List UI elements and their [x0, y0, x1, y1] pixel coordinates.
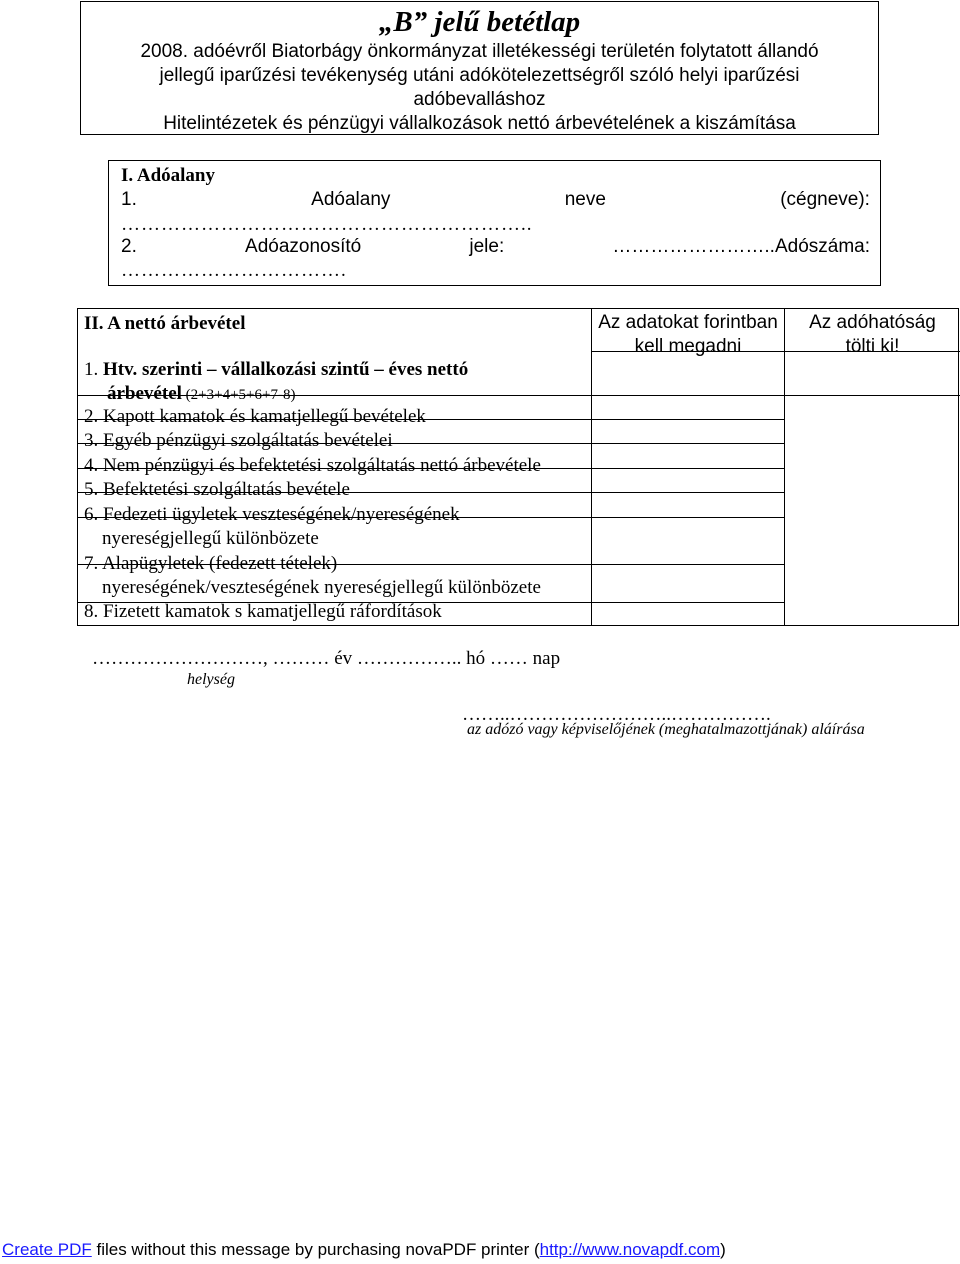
date-place-line[interactable]: ………………………, ……… év …………….. hó …… nap: [92, 648, 561, 669]
form-subtitle-line: jellegű iparűzési tevékenység utáni adókötelezettségről szóló helyi iparűzési: [159, 65, 800, 86]
revenue-row-4-input[interactable]: [592, 444, 784, 468]
net-revenue-heading-text: II. A nettó árbevétel: [84, 313, 246, 334]
row-1-bold-text: Htv. szerinti – vállalkozási szintű – éves nettó: [103, 359, 469, 380]
taxpayer-id-row: [121, 236, 870, 258]
forint-header-line: kell megadni: [634, 336, 742, 357]
revenue-row-8-label: 8. Fizetett kamatok s kamatjellegű ráfordítások: [84, 601, 442, 622]
form-subtitle-line: adóbevalláshoz: [413, 89, 546, 110]
taxpayer-name-label-end: (cégneve):: [780, 189, 870, 210]
revenue-row-4-label: 4. Nem pénzügyi és befektetési szolgáltatás nettó árbevétele: [84, 455, 541, 476]
revenue-row-2-input[interactable]: [592, 396, 784, 419]
revenue-row-6-input[interactable]: [592, 493, 784, 517]
revenue-row-1-input[interactable]: [592, 352, 784, 395]
revenue-row-3-input[interactable]: [592, 420, 784, 443]
signature-label: az adózó vagy képviselőjének (meghatalmazottjának) aláírása: [467, 721, 865, 738]
taxpayer-name-row: [121, 189, 870, 211]
taxpayer-id-label-mid: jele:: [469, 236, 505, 257]
row-1-formula: (2+3+4+5+6+7-8): [181, 387, 296, 403]
row-divider: [592, 602, 784, 603]
taxpayer-name-label: Adóalany: [311, 189, 391, 210]
revenue-row-1-label: [84, 359, 468, 381]
form-title: „B” jelű betétlap: [378, 6, 581, 38]
signature-line[interactable]: ……..……………………..…………….: [462, 704, 771, 725]
taxpayer-name-label-mid: neve: [564, 189, 606, 210]
taxpayer-name-field[interactable]: ……………………………………………………..: [121, 214, 533, 235]
row-number: 2.: [121, 236, 137, 257]
form-subtitle-line: 2008. adóévről Biatorbágy önkormányzat illetékességi területén folytatott állandó: [140, 41, 819, 62]
form-subtitle-line: Hitelintézetek és pénzügyi vállalkozások nettó árbevételének a kiszámítása: [163, 113, 796, 134]
create-pdf-link[interactable]: Create PDF: [2, 1240, 92, 1259]
row-divider: [785, 395, 960, 396]
tax-number-continuation-field[interactable]: …………………………….: [121, 260, 347, 281]
row-1-bold-text-cont: árbevétel: [107, 383, 182, 404]
form-header: [80, 1, 879, 135]
revenue-row-5-input[interactable]: [592, 469, 784, 492]
forint-header-line: Az adatokat forintban: [598, 312, 778, 333]
footer-text-end: ): [720, 1240, 726, 1259]
revenue-row-7-input[interactable]: [592, 518, 784, 564]
authority-header-line: Az adóhatóság: [809, 312, 936, 333]
revenue-row-5-label: 5. Befektetési szolgáltatás bevétele: [84, 479, 350, 500]
taxpayer-heading: I. Adóalany: [121, 165, 215, 186]
row-number: 1.: [121, 189, 137, 210]
net-revenue-heading: [84, 313, 245, 335]
novapdf-link[interactable]: http://www.novapdf.com: [539, 1240, 721, 1259]
revenue-row-1-label-cont: [107, 383, 295, 405]
taxpayer-section: [108, 160, 881, 286]
net-revenue-table: [77, 308, 959, 626]
taxpayer-id-label: Adóazonosító: [245, 236, 362, 257]
revenue-row-2-label: 2. Kapott kamatok és kamatjellegű bevételek: [84, 406, 426, 427]
pdf-footer: [2, 1240, 726, 1260]
footer-text: files without this message by purchasing novaPDF printer (: [91, 1240, 540, 1259]
revenue-row-3-label: 3. Egyéb pénzügyi szolgáltatás bevételei: [84, 430, 393, 451]
revenue-row-6-label: 6. Fedezeti ügyletek veszteségének/nyereségének: [84, 504, 460, 525]
revenue-row-7-label-cont: nyereségének/veszteségének nyereségjellegű különbözete: [102, 577, 541, 598]
tax-number-field[interactable]: ……………………..Adószáma:: [612, 236, 870, 257]
row-number: 1.: [84, 359, 103, 380]
place-label: helység: [187, 671, 235, 688]
revenue-row-7-label: 7. Alapügyletek (fedezett tételek): [84, 553, 338, 574]
authority-column-header: [785, 311, 960, 359]
revenue-row-6-label-cont: nyereségjellegű különbözete: [102, 528, 319, 549]
revenue-row-8-input[interactable]: [592, 565, 784, 602]
authority-header-line: tölti ki!: [845, 336, 900, 357]
